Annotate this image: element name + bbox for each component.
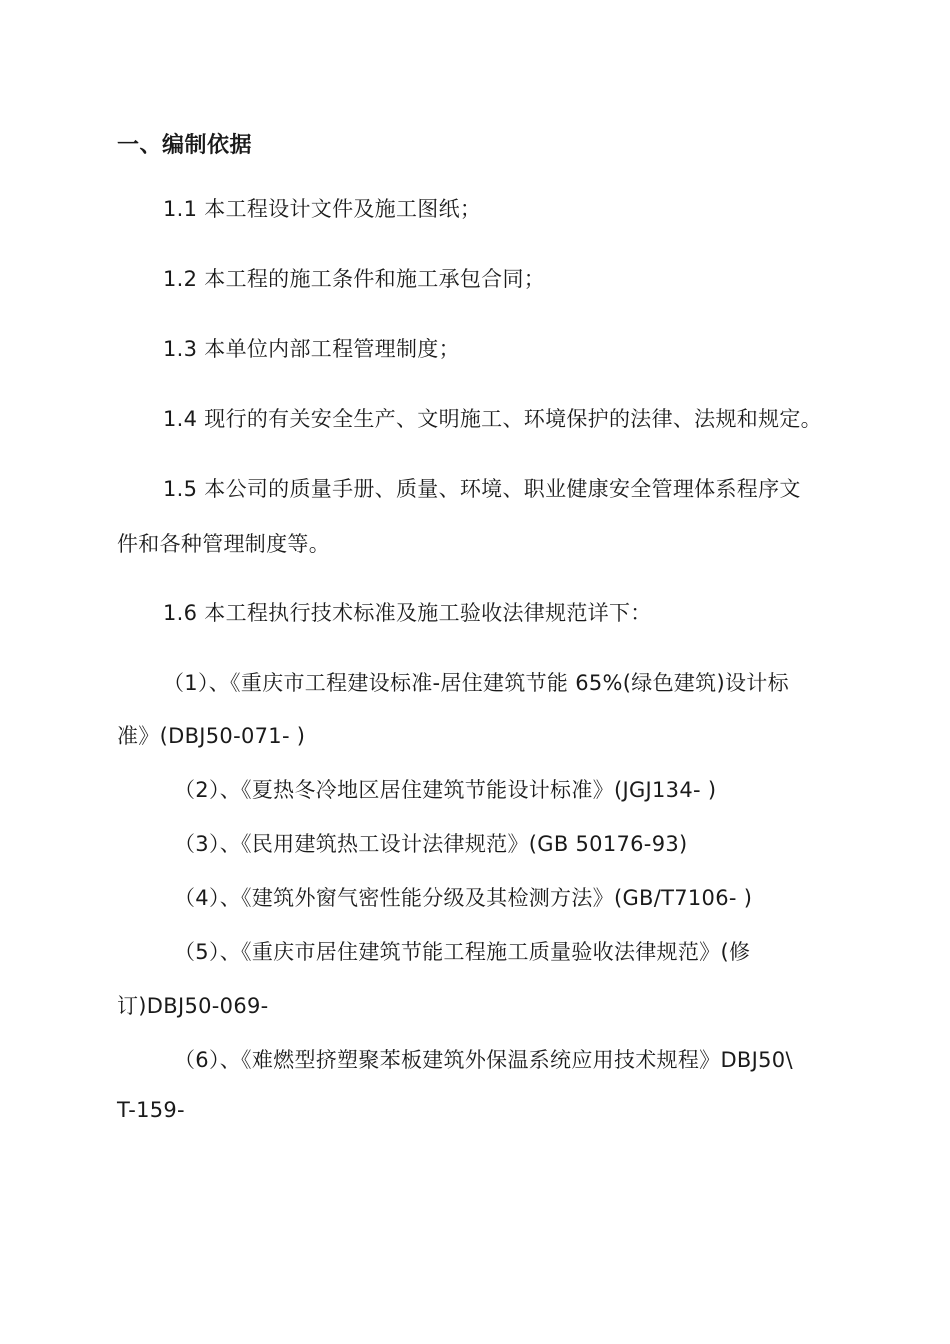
- item-1-6: 1.6 本工程执行技术标准及施工验收法律规范详下：: [163, 601, 652, 625]
- item-1-1: 1.1 本工程设计文件及施工图纸；: [163, 197, 482, 221]
- item-1-4: 1.4 现行的有关安全生产、文明施工、环境保护的法律、法规和规定。: [163, 407, 822, 431]
- standard-4: （4）、《建筑外窗气密性能分级及其检测方法》(GB/T7106- ): [174, 886, 753, 910]
- item-1-3: 1.3 本单位内部工程管理制度；: [163, 337, 460, 361]
- item-1-5-continued: 件和各种管理制度等。: [117, 532, 330, 556]
- standard-6-continued: T-159-: [117, 1098, 185, 1122]
- standard-3: （3）、《民用建筑热工设计法律规范》(GB 50176-93): [174, 832, 688, 856]
- item-1-2: 1.2 本工程的施工条件和施工承包合同；: [163, 267, 546, 291]
- standard-6: （6）、《难燃型挤塑聚苯板建筑外保温系统应用技术规程》DBJ50\: [174, 1048, 793, 1072]
- section-heading: 一、编制依据: [117, 133, 253, 158]
- standard-1: （1）、《重庆市工程建设标准-居住建筑节能 65%(绿色建筑)设计标: [163, 671, 789, 695]
- standard-5-continued: 订)DBJ50-069-: [117, 994, 269, 1018]
- standard-5: （5）、《重庆市居住建筑节能工程施工质量验收法律规范》(修: [174, 940, 751, 964]
- item-1-5: 1.5 本公司的质量手册、质量、环境、职业健康安全管理体系程序文: [163, 477, 801, 501]
- standard-2: （2）、《夏热冬冷地区居住建筑节能设计标准》(JGJ134- ): [174, 778, 717, 802]
- standard-1-continued: 准》(DBJ50-071- ): [117, 724, 306, 748]
